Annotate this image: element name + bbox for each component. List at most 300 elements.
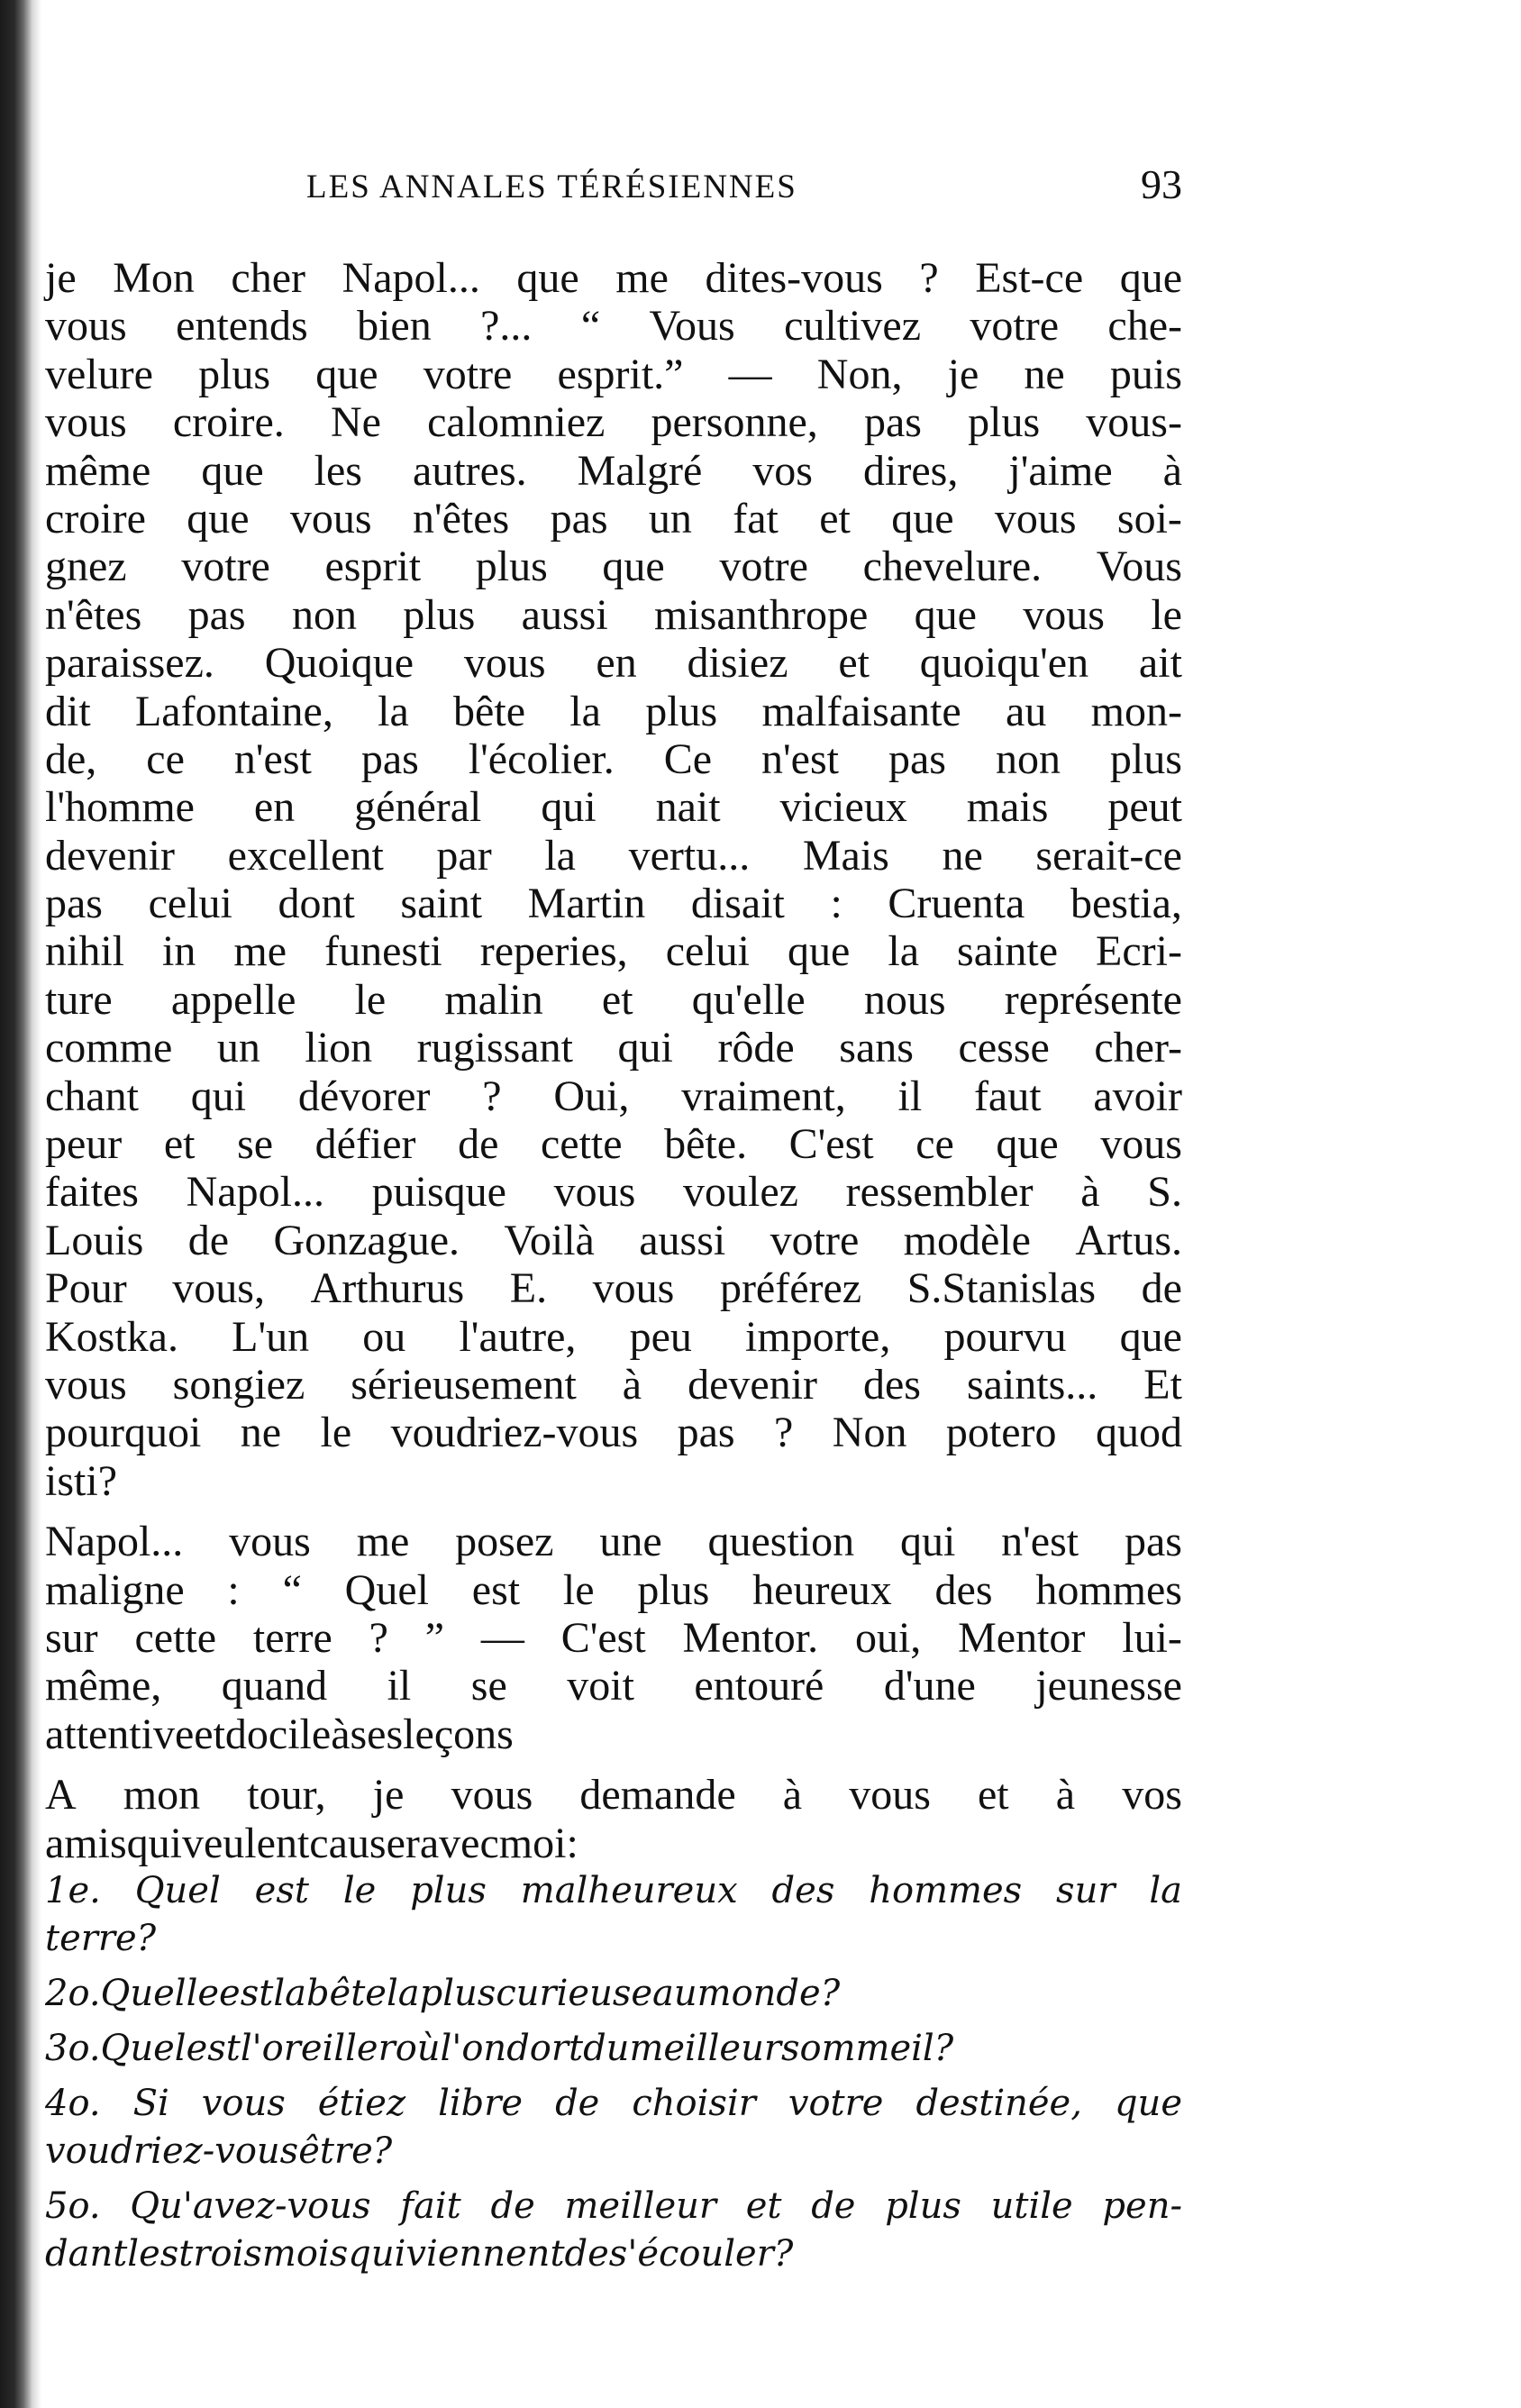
word: de (811, 2185, 856, 2227)
word: chant (45, 1072, 139, 1120)
word: question (707, 1518, 855, 1566)
word: ? (919, 254, 939, 302)
word: dit (45, 687, 91, 735)
word: pas (1124, 1518, 1182, 1566)
word: pourquoi (45, 1409, 202, 1457)
word: C'est (560, 1613, 646, 1662)
word: n'êtes (412, 494, 510, 543)
word: Napol... (45, 1518, 184, 1566)
word: pen- (1102, 2185, 1182, 2227)
paragraph-line (45, 832, 1182, 880)
word: terre (45, 1917, 137, 1959)
word: bête (305, 1972, 387, 2014)
word: ? (774, 1409, 794, 1457)
word: “ (282, 1565, 302, 1614)
word: un (648, 494, 692, 543)
word: se (237, 1120, 274, 1169)
word: par (436, 831, 492, 880)
word: sur (1056, 1869, 1116, 1911)
word: meilleur (629, 2027, 781, 2069)
question-line (45, 1970, 1182, 2018)
word: calomniez (427, 398, 606, 447)
word: il (897, 1072, 923, 1120)
word: l'homme (45, 783, 195, 832)
word: vicieux (779, 783, 907, 832)
question-line (45, 2183, 1182, 2230)
paragraph-line (45, 1518, 1182, 1565)
paragraph-line (45, 735, 1182, 783)
word: cher- (1094, 1024, 1182, 1072)
word: que (1114, 2082, 1182, 2124)
word: même, (45, 1662, 162, 1710)
word: curieuse (496, 1972, 653, 2014)
word: quoiqu'en (919, 639, 1089, 688)
word: se (470, 1662, 507, 1710)
word: de (187, 1216, 230, 1264)
word: d'une (883, 1662, 976, 1710)
word: vos (752, 446, 813, 495)
word: que (1119, 1312, 1182, 1361)
word: Quel (100, 2027, 187, 2069)
paragraph-line (45, 783, 1182, 831)
word: ce (146, 734, 185, 783)
word: Pour (45, 1264, 127, 1313)
word: me (233, 927, 287, 976)
word: rugissant (416, 1024, 573, 1072)
word: ? (97, 1456, 117, 1505)
word: bête. (664, 1120, 748, 1169)
word: qui (617, 1024, 673, 1072)
word: dites-vous (705, 254, 883, 302)
word: et (819, 494, 851, 543)
word: vous (45, 302, 127, 351)
word: n'est (233, 734, 312, 783)
word: que (201, 446, 264, 495)
page-body (45, 254, 1182, 2278)
paragraph-line (45, 591, 1182, 639)
word: avoir (1093, 1072, 1182, 1120)
word: des (862, 1360, 921, 1409)
word: Quoique (264, 639, 414, 688)
word: E. (509, 1264, 548, 1313)
word: ou (362, 1312, 406, 1361)
word: la (888, 927, 919, 976)
word: dant (45, 2232, 128, 2275)
word: heureux (752, 1565, 892, 1614)
word: 1e. (45, 1869, 101, 1911)
word: ? (773, 2232, 794, 2275)
paragraph-line (45, 1168, 1182, 1216)
word: que (1119, 254, 1182, 302)
word: ? (934, 2027, 954, 2069)
word: le (354, 975, 387, 1024)
word: Martin (527, 880, 646, 928)
word: plus (1109, 734, 1182, 783)
word: je (45, 254, 77, 302)
word: pas (550, 494, 608, 543)
word: vos (1122, 1771, 1182, 1820)
word: importe, (745, 1312, 891, 1361)
word: à (782, 1771, 803, 1820)
word: ne (1024, 350, 1065, 398)
word: moi (498, 1819, 567, 1867)
word: mon- (1090, 687, 1182, 735)
word: — (728, 350, 772, 398)
word: Mais (802, 831, 889, 880)
word: votre (770, 1216, 860, 1264)
word: plus (885, 2185, 961, 2227)
word: et (978, 1771, 1009, 1820)
word: de (564, 2232, 609, 2275)
word: ne (240, 1409, 282, 1457)
word: de (555, 2082, 600, 2124)
word: ? (482, 1072, 502, 1120)
word: Si (132, 2082, 169, 2124)
word: ne (942, 831, 983, 880)
word: sérieusement (351, 1360, 577, 1409)
word: utile (990, 2185, 1073, 2227)
question-line (45, 1915, 1182, 1963)
word: la (1149, 1869, 1182, 1911)
word: excellent (227, 831, 384, 880)
word: pas (45, 880, 103, 928)
word: aussi (639, 1216, 726, 1264)
word: je (372, 1771, 405, 1820)
word: lui- (1122, 1613, 1182, 1662)
word: pourvu (943, 1312, 1067, 1361)
word: que (891, 494, 954, 543)
word: leçons (403, 1710, 514, 1758)
word: que (602, 543, 665, 591)
word: du (583, 2027, 630, 2069)
word: disait (690, 880, 785, 928)
word: et (163, 1120, 196, 1169)
word: devenir (688, 1360, 818, 1409)
word: misanthrope (654, 590, 869, 639)
word: vous (45, 398, 127, 447)
word: causer (309, 1819, 420, 1867)
word: aussi (521, 590, 608, 639)
word: en (253, 783, 296, 832)
paragraph-line (45, 1217, 1182, 1264)
word: puis (1109, 350, 1182, 398)
word: nous (863, 975, 946, 1024)
page-header (306, 160, 1182, 214)
word: l'on (440, 2027, 507, 2069)
word: nait (655, 783, 721, 832)
word: l'écolier. (468, 734, 615, 783)
word: docile (224, 1710, 332, 1758)
word: paraissez. (45, 639, 214, 688)
page-number: 93 (1141, 161, 1182, 207)
word: jeunesse (1035, 1662, 1182, 1710)
word: Mon (113, 254, 195, 302)
word: la (378, 687, 409, 735)
word: autres. (413, 446, 527, 495)
word: ?... (480, 302, 533, 351)
word: Mentor (958, 1613, 1086, 1662)
paragraph-line (45, 398, 1182, 446)
word: votre (788, 2082, 884, 2124)
word: S.Stanislas (906, 1264, 1097, 1313)
word: et (194, 1710, 225, 1758)
paragraph-line (45, 880, 1182, 927)
word: Arthurus (310, 1264, 465, 1313)
word: où (395, 2027, 441, 2069)
word: la (386, 1972, 420, 2014)
word: “ (580, 302, 601, 351)
word: et (838, 639, 870, 688)
word: : (830, 880, 842, 928)
word: une (599, 1518, 662, 1566)
word: ture (45, 975, 113, 1024)
word: n'est (1001, 1518, 1079, 1566)
word: avec (419, 1819, 499, 1867)
word: votre (719, 543, 808, 591)
word: 5o. (45, 2185, 101, 2227)
word: vous (849, 1771, 931, 1820)
paragraph-line (45, 543, 1182, 590)
word: je (947, 350, 979, 398)
word: non (995, 734, 1061, 783)
word: le (562, 1565, 595, 1614)
word: être (298, 2130, 373, 2172)
word: les (127, 2232, 179, 2275)
word: Cruenta (888, 880, 1025, 928)
word: vous, (172, 1264, 265, 1313)
paragraph-line (45, 1264, 1182, 1312)
word: : (566, 1819, 578, 1867)
word: qui (190, 1072, 247, 1120)
word: l'autre, (459, 1312, 577, 1361)
word: serait-ce (1035, 831, 1182, 880)
word: C'est (788, 1120, 874, 1169)
question-line (45, 2128, 1182, 2175)
word: mon (123, 1771, 201, 1820)
word: à (1080, 1168, 1100, 1217)
paragraph-line (45, 927, 1182, 975)
word: monde (697, 1972, 821, 2014)
word: croire. (172, 398, 285, 447)
word: nihil (45, 927, 125, 976)
word: A (45, 1771, 77, 1820)
word: funesti (324, 927, 442, 976)
question-line (45, 1867, 1182, 1915)
paragraph-line (45, 1771, 1182, 1819)
word: comme (45, 1024, 173, 1072)
word: modèle (903, 1216, 1031, 1264)
word: fat (733, 494, 779, 543)
word: Non (832, 1409, 907, 1457)
word: voudriez-vous (390, 1409, 639, 1457)
word: destinée, (915, 2082, 1082, 2124)
question-line (45, 2025, 1182, 2073)
word: vous (45, 1360, 127, 1409)
word: sur (45, 1613, 98, 1662)
word: même (45, 446, 151, 495)
word: trois (178, 2232, 262, 2275)
word: meilleur (564, 2185, 717, 2227)
word: cesse (958, 1024, 1050, 1072)
word: plus (403, 590, 476, 639)
question-line (45, 2230, 1182, 2278)
word: bien (357, 302, 432, 351)
word: ? (820, 1972, 841, 2014)
word: la (273, 1972, 306, 2014)
word: que (315, 350, 378, 398)
word: choisir (632, 2082, 756, 2124)
word: lion (305, 1024, 373, 1072)
paragraph-line (45, 1820, 1182, 1867)
word: à (331, 1710, 351, 1758)
word: plus (968, 398, 1041, 447)
word: plus (637, 1565, 710, 1614)
word: Kostka. (45, 1312, 178, 1361)
word: plus (475, 543, 548, 591)
word: au (652, 1972, 697, 2014)
word: me (356, 1518, 410, 1566)
word: : (227, 1565, 240, 1614)
paragraph-line (45, 976, 1182, 1024)
word: pas (360, 734, 419, 783)
word: quand (221, 1662, 328, 1710)
word: ? (369, 1613, 388, 1662)
word: pas (888, 734, 946, 783)
word: Louis (45, 1216, 144, 1264)
word: voit (567, 1662, 634, 1710)
word: est (254, 1869, 309, 1911)
word: che- (1107, 302, 1182, 351)
word: à (1162, 446, 1182, 495)
word: les (314, 446, 362, 495)
word: fait (400, 2185, 461, 2227)
paragraph-line (45, 1614, 1182, 1662)
word: la (569, 687, 601, 735)
word: cette (134, 1613, 217, 1662)
word: mais (966, 783, 1049, 832)
word: Quel (344, 1565, 429, 1614)
word: devenir (45, 831, 175, 880)
word: Gonzague. (273, 1216, 460, 1264)
word: de (458, 1120, 499, 1169)
word: est (186, 2027, 241, 2069)
word: préférez (719, 1264, 862, 1313)
paragraph-line (45, 1120, 1182, 1168)
word: Ne (330, 398, 381, 447)
word: peut (1107, 783, 1182, 832)
word: qui (541, 783, 597, 832)
paragraph-line (45, 1024, 1182, 1072)
word: viennent (405, 2232, 565, 2275)
word: potero (945, 1409, 1057, 1457)
word: étiez (317, 2082, 406, 2124)
word: croire (45, 494, 146, 543)
word: malin (444, 975, 543, 1024)
word: gnez (45, 543, 127, 591)
word: L'un (232, 1312, 310, 1361)
word: entouré (694, 1662, 824, 1710)
word: malheureux (520, 1869, 738, 1911)
word: ressembler (845, 1168, 1034, 1217)
word: Ce (663, 734, 713, 783)
word: cher (231, 254, 306, 302)
word: que (187, 494, 250, 543)
word: que (914, 590, 977, 639)
paragraph-line (45, 495, 1182, 543)
word: que (788, 927, 851, 976)
word: faut (973, 1072, 1042, 1120)
word: que (996, 1120, 1059, 1169)
word: pas (187, 590, 246, 639)
paragraph-line (45, 688, 1182, 735)
word: Et (1143, 1360, 1182, 1409)
word: chevelure. (862, 543, 1043, 591)
word: celui (148, 880, 232, 928)
word: qu'elle (691, 975, 806, 1024)
word: faites (45, 1168, 139, 1217)
word: que (516, 254, 579, 302)
word: vous (1023, 590, 1105, 639)
word: s'écouler (608, 2232, 774, 2275)
running-title: LES ANNALES TÉRÉSIENNES (306, 169, 797, 205)
paragraph-line (45, 1361, 1182, 1409)
word: Vous (1096, 543, 1182, 591)
word: songiez (172, 1360, 305, 1409)
word: terre (252, 1613, 332, 1662)
word: pas (863, 398, 922, 447)
word: quod (1095, 1409, 1182, 1457)
word: Napol... (342, 254, 480, 302)
word: vous (289, 494, 372, 543)
word: voudriez-vous (45, 2130, 299, 2172)
word: vous (451, 1771, 533, 1820)
word: ? (136, 1917, 157, 1959)
word: représente (1004, 975, 1182, 1024)
word: isti (45, 1456, 98, 1505)
word: à (622, 1360, 642, 1409)
word: demande (579, 1771, 736, 1820)
word: cette (540, 1120, 623, 1169)
word: veulent (182, 1819, 310, 1867)
word: appelle (170, 975, 296, 1024)
word: saints... (966, 1360, 1098, 1409)
word: vous (592, 1264, 675, 1313)
word: 4o. (45, 2082, 101, 2124)
word: 2o. (45, 1972, 101, 2014)
word: vertu... (628, 831, 751, 880)
word: peur (45, 1120, 123, 1169)
word: mois (261, 2232, 349, 2275)
word: bête (453, 687, 525, 735)
word: Malgré (577, 446, 703, 495)
word: sommeil (781, 2027, 934, 2069)
word: qui (126, 1819, 182, 1867)
paragraph-line (45, 1710, 1182, 1758)
word: puisque (371, 1168, 506, 1217)
word: vous (463, 639, 546, 688)
paragraph-line (45, 447, 1182, 495)
word: velure (45, 350, 153, 398)
word: de (1141, 1264, 1182, 1313)
word: plus (198, 350, 271, 398)
word: vous (553, 1168, 636, 1217)
word: le (342, 1869, 377, 1911)
word: votre (423, 350, 513, 398)
word: 3o. (45, 2027, 101, 2069)
word: hommes (1035, 1565, 1182, 1614)
word: sainte (957, 927, 1058, 976)
word: S. (1147, 1168, 1182, 1217)
